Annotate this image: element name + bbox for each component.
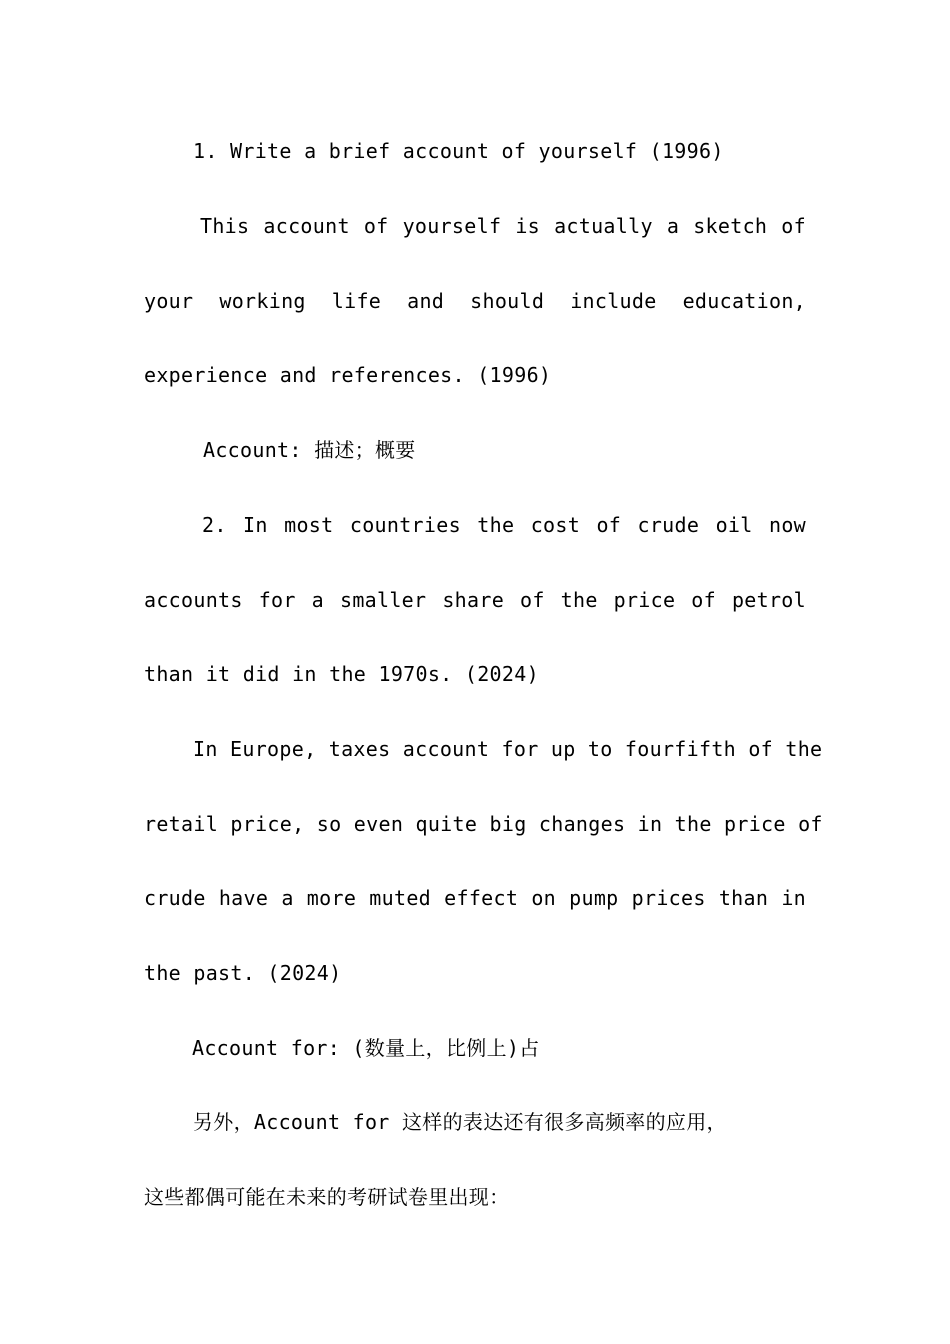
item2-sentence-line-1: 2. In most countries the cost of crude oil now (202, 513, 806, 537)
item2-paragraph-line-2: retail price, so even quite big changes in the price of (144, 812, 823, 836)
note-line-2: 这些都偶可能在未来的考研试卷里出现： (144, 1185, 510, 1209)
item2-sentence-line-2: accounts for a smaller share of the price of petrol (144, 588, 806, 612)
item2-sentence-line-3: than it did in the 1970s. (2024) (144, 662, 539, 686)
item1-sentence-line-2: your working life and should include education, (144, 289, 806, 313)
note-line-1: 另外，Account for 这样的表达还有很多高频率的应用， (193, 1110, 727, 1134)
item2-paragraph-line-1: In Europe, taxes account for up to fourfifth of the (193, 737, 823, 761)
item2-meaning: Account for: (数量上，比例上)占 (192, 1036, 540, 1060)
item1-meaning: Account: 描述；概要 (203, 438, 416, 462)
item1-heading: 1. Write a brief account of yourself (1996) (193, 139, 724, 163)
item2-paragraph-line-4: the past. (2024) (144, 961, 342, 985)
item2-paragraph-line-3: crude have a more muted effect on pump prices than in (144, 886, 806, 910)
item1-sentence-line-1: This account of yourself is actually a sketch of (200, 214, 806, 238)
item1-sentence-line-3: experience and references. (1996) (144, 363, 552, 387)
